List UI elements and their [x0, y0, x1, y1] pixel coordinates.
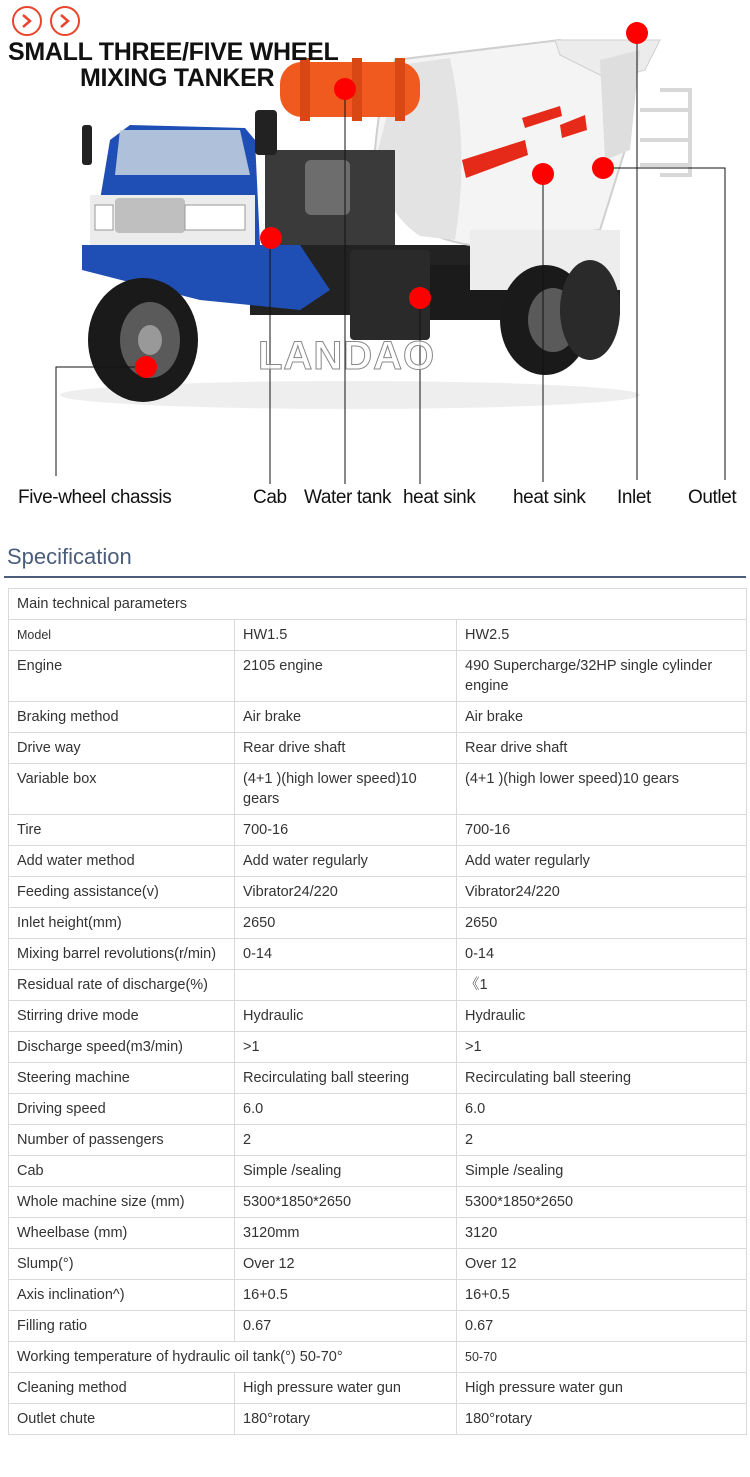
marker-chassis: [135, 356, 157, 378]
spec-value-hw25: Simple /sealing: [457, 1156, 747, 1187]
table-row: [9, 1094, 747, 1125]
spec-value-hw15: Simple /sealing: [235, 1156, 457, 1187]
callout-heat-sink-1: heat sink: [403, 487, 476, 508]
spec-value-hw25: 700-16: [457, 815, 747, 846]
spec-value-hw15: Vibrator24/220: [235, 877, 457, 908]
spec-value-hw15: 700-16: [235, 815, 457, 846]
spec-value-hw25: Vibrator24/220: [457, 877, 747, 908]
spec-label: Model: [9, 620, 235, 651]
product-diagram: [0, 0, 750, 535]
spec-value-hw15: 2: [235, 1125, 457, 1156]
spec-value-hw25: 0-14: [457, 939, 747, 970]
spec-value-hw25: (4+1 )(high lower speed)10 gears: [457, 764, 747, 815]
spec-label: Feeding assistance(v): [9, 877, 235, 908]
spec-value-hw15: 6.0: [235, 1094, 457, 1125]
spec-label: Cab: [9, 1156, 235, 1187]
spec-label: Outlet chute: [9, 1404, 235, 1435]
callout-heat-sink-2: heat sink: [513, 487, 586, 508]
spec-label: Cleaning method: [9, 1373, 235, 1404]
table-row: [9, 877, 747, 908]
spec-value-hw25: 2: [457, 1125, 747, 1156]
table-row: [9, 733, 747, 764]
table-row: [9, 1404, 747, 1435]
table-row: [9, 1125, 747, 1156]
spec-label: Discharge speed(m3/min): [9, 1032, 235, 1063]
callout-water-tank: Water tank: [304, 487, 392, 508]
spec-value-hw15: Add water regularly: [235, 846, 457, 877]
spec-value-hw25: 180°rotary: [457, 1404, 747, 1435]
spec-value-hw25: Add water regularly: [457, 846, 747, 877]
mixing-drum: [375, 40, 660, 245]
spec-value-hw15: 0-14: [235, 939, 457, 970]
table-row: [9, 1187, 747, 1218]
spec-value-hw25: 50-70: [457, 1342, 747, 1373]
spec-label: Slump(°): [9, 1249, 235, 1280]
spec-value-hw25: >1: [457, 1032, 747, 1063]
marker-heat-sink-1: [409, 287, 431, 309]
table-row: [9, 815, 747, 846]
spec-label: Tire: [9, 815, 235, 846]
table-row: [9, 1373, 747, 1404]
table-row: [9, 1280, 747, 1311]
spec-value-hw15: 5300*1850*2650: [235, 1187, 457, 1218]
spec-value-hw15: 180°rotary: [235, 1404, 457, 1435]
spec-value-hw15: [235, 970, 457, 1001]
spec-label: Braking method: [9, 702, 235, 733]
spec-value-hw15: 3120mm: [235, 1218, 457, 1249]
spec-value-hw25: 16+0.5: [457, 1280, 747, 1311]
spec-value-hw15: Air brake: [235, 702, 457, 733]
table-row: [9, 939, 747, 970]
spec-value-hw15: HW1.5: [235, 620, 457, 651]
spec-divider: [4, 576, 746, 578]
spec-value-hw15: 2105 engine: [235, 651, 457, 702]
spec-value-hw25: 2650: [457, 908, 747, 939]
table-row: [9, 1063, 747, 1094]
spec-value-hw15: Recirculating ball steering: [235, 1063, 457, 1094]
table-row: [9, 620, 747, 651]
spec-label: Filling ratio: [9, 1311, 235, 1342]
table-caption-row: [9, 589, 747, 620]
spec-label: Wheelbase (mm): [9, 1218, 235, 1249]
spec-caption: Main technical parameters: [9, 589, 747, 620]
callout-inlet: Inlet: [617, 487, 651, 508]
table-row: [9, 764, 747, 815]
spec-label: Whole machine size (mm): [9, 1187, 235, 1218]
spec-label: Drive way: [9, 733, 235, 764]
front-wheel: [88, 278, 198, 402]
spec-label: Number of passengers: [9, 1125, 235, 1156]
table-row: [9, 970, 747, 1001]
spec-value-hw15: 2650: [235, 908, 457, 939]
spec-value-hw15: 0.67: [235, 1311, 457, 1342]
marker-water-tank: [334, 78, 356, 100]
spec-label: Inlet height(mm): [9, 908, 235, 939]
chevron-right-icon[interactable]: [50, 6, 80, 36]
spec-value-hw25: Rear drive shaft: [457, 733, 747, 764]
spec-heading: Specification: [7, 544, 132, 569]
table-row: [9, 1311, 747, 1342]
spec-value-hw25: 0.67: [457, 1311, 747, 1342]
spec-value-hw25: 5300*1850*2650: [457, 1187, 747, 1218]
spec-value-hw25: Hydraulic: [457, 1001, 747, 1032]
table-row: [9, 1001, 747, 1032]
spec-label: Steering machine: [9, 1063, 235, 1094]
spec-value-hw25: HW2.5: [457, 620, 747, 651]
ladder: [640, 90, 690, 175]
spec-value-hw15: 16+0.5: [235, 1280, 457, 1311]
spec-value-hw25: Air brake: [457, 702, 747, 733]
spec-label: Add water method: [9, 846, 235, 877]
spec-label: Driving speed: [9, 1094, 235, 1125]
marker-outlet: [592, 157, 614, 179]
spec-value-hw15: (4+1 )(high lower speed)10 gears: [235, 764, 457, 815]
spec-value-hw15: High pressure water gun: [235, 1373, 457, 1404]
spec-value-hw15: Over 12: [235, 1249, 457, 1280]
spec-value-hw15: Rear drive shaft: [235, 733, 457, 764]
product-title-line2: MIXING TANKER: [80, 64, 275, 92]
spec-label: Mixing barrel revolutions(r/min): [9, 939, 235, 970]
table-row: [9, 908, 747, 939]
spec-value-hw25: 6.0: [457, 1094, 747, 1125]
marker-cab: [260, 227, 282, 249]
product-title-line1: SMALL THREE/FIVE WHEEL: [8, 38, 339, 66]
table-row: [9, 651, 747, 702]
rear-wheel-2: [560, 260, 620, 360]
watermark: LANDAO: [258, 334, 436, 378]
spec-value-hw25: Recirculating ball steering: [457, 1063, 747, 1094]
callout-outlet: Outlet: [688, 487, 737, 508]
spec-value-hw25: 《1: [457, 970, 747, 1001]
table-row-hydraulic-temp: [9, 1342, 747, 1373]
spec-label: Axis inclination^): [9, 1280, 235, 1311]
table-row: [9, 1249, 747, 1280]
spec-label: Working temperature of hydraulic oil tank(°) 50-70°: [9, 1342, 457, 1373]
callout-cab: Cab: [253, 487, 287, 508]
spec-table: [8, 588, 747, 1435]
spec-label: Engine: [9, 651, 235, 702]
spec-label: Stirring drive mode: [9, 1001, 235, 1032]
chevron-right-icon[interactable]: [12, 6, 42, 36]
spec-value-hw15: Hydraulic: [235, 1001, 457, 1032]
spec-label: Residual rate of discharge(%): [9, 970, 235, 1001]
table-row: [9, 1032, 747, 1063]
table-row: [9, 846, 747, 877]
table-row: [9, 1218, 747, 1249]
spec-value-hw15: >1: [235, 1032, 457, 1063]
spec-value-hw25: 3120: [457, 1218, 747, 1249]
table-row: [9, 702, 747, 733]
callout-five-wheel-chassis: Five-wheel chassis: [18, 487, 172, 508]
spec-value-hw25: Over 12: [457, 1249, 747, 1280]
spec-value-hw25: 490 Supercharge/32HP single cylinder engine: [457, 651, 747, 702]
marker-inlet: [626, 22, 648, 44]
spec-value-hw25: High pressure water gun: [457, 1373, 747, 1404]
spec-label: Variable box: [9, 764, 235, 815]
seat: [305, 160, 350, 215]
marker-heat-sink-2: [532, 163, 554, 185]
table-row: [9, 1156, 747, 1187]
